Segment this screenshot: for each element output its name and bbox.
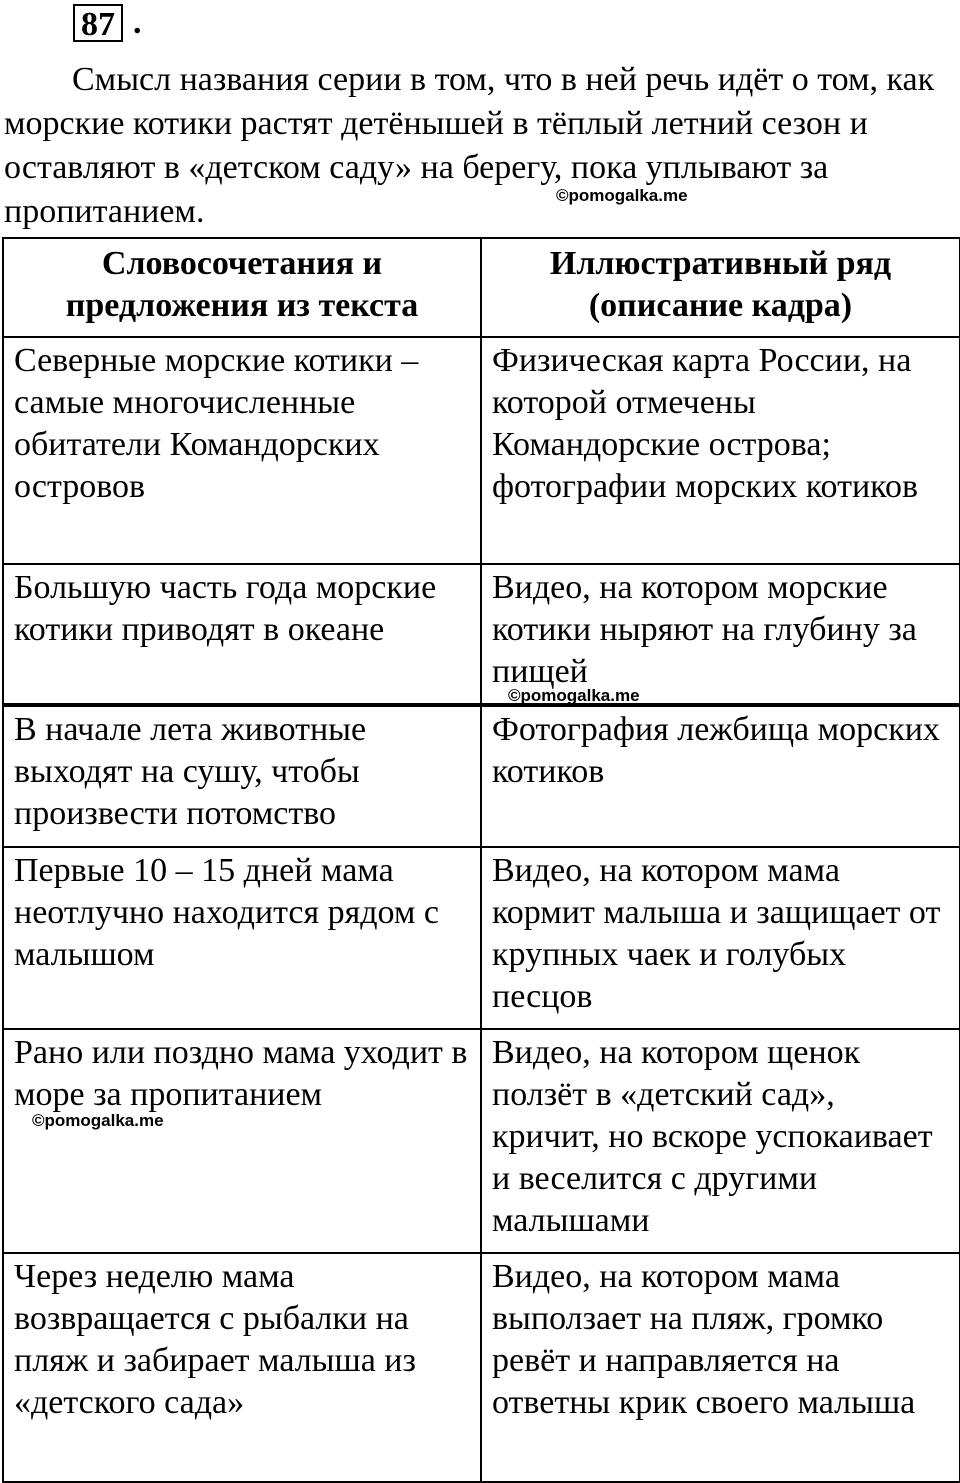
table-row — [3, 706, 960, 847]
intro-paragraph: Смысл названия серии в том, что в ней речь идёт о том, как морские котики растят детёнышей в тёплый летний сезон и оставляют в «детском саду» на берегу, пока уплывают за пропитанием. — [4, 61, 935, 230]
table-row — [3, 564, 960, 704]
watermark: ©pomogalka.me — [32, 1111, 164, 1130]
table-row — [3, 337, 960, 564]
header-phrases: Словосочетания и предложения из текста — [3, 238, 481, 337]
phrase-cell: Большую часть года морские котики приводят в океане — [3, 564, 481, 704]
illustration-cell: Видео, на котором щенок ползёт в «детский сад», кричит, но вскоре успокаивает и веселится с другими малышами — [481, 1029, 960, 1253]
watermark: ©pomogalka.me — [556, 186, 688, 205]
illustration-cell: Фотография лежбища морских котиков — [481, 706, 960, 847]
watermark: ©pomogalka.me — [508, 686, 640, 705]
phrase-cell: В начале лета животные выходят на сушу, чтобы произвести потомство — [3, 706, 481, 847]
phrase-cell: Через неделю мама возвращается с рыбалки на пляж и забирает малыша из «детского сада» — [3, 1253, 481, 1482]
task-number: 87 — [73, 4, 123, 42]
illustration-cell: Физическая карта России, на которой отмечены Командорские острова; фотографии морских котиков — [481, 337, 960, 564]
table-row — [3, 847, 960, 1029]
phrase-cell: Рано или поздно мама уходит в море за пропитанием — [3, 1029, 481, 1253]
table-row — [3, 1029, 960, 1253]
table-header-row — [3, 238, 960, 337]
illustration-cell: Видео, на котором мама кормит малыша и защищает от крупных чаек и голубых песцов — [481, 847, 960, 1029]
illustration-cell: Видео, на котором морские котики ныряют на глубину за пищей — [481, 564, 960, 704]
table-row — [3, 1253, 960, 1482]
phrase-cell: Первые 10 – 15 дней мама неотлучно находится рядом с малышом — [3, 847, 481, 1029]
illustration-cell: Видео, на котором мама выползает на пляж, громко ревёт и направляется на ответны крик своего малыша — [481, 1253, 960, 1482]
table-part-2 — [2, 705, 960, 1483]
header-illustrations: Иллюстративный ряд (описание кадра) — [481, 238, 960, 337]
phrase-cell: Северные морские котики – самые многочисленные обитатели Командорских островов — [3, 337, 481, 564]
task-number-dot: . — [133, 4, 142, 41]
table-part-1 — [2, 237, 960, 705]
